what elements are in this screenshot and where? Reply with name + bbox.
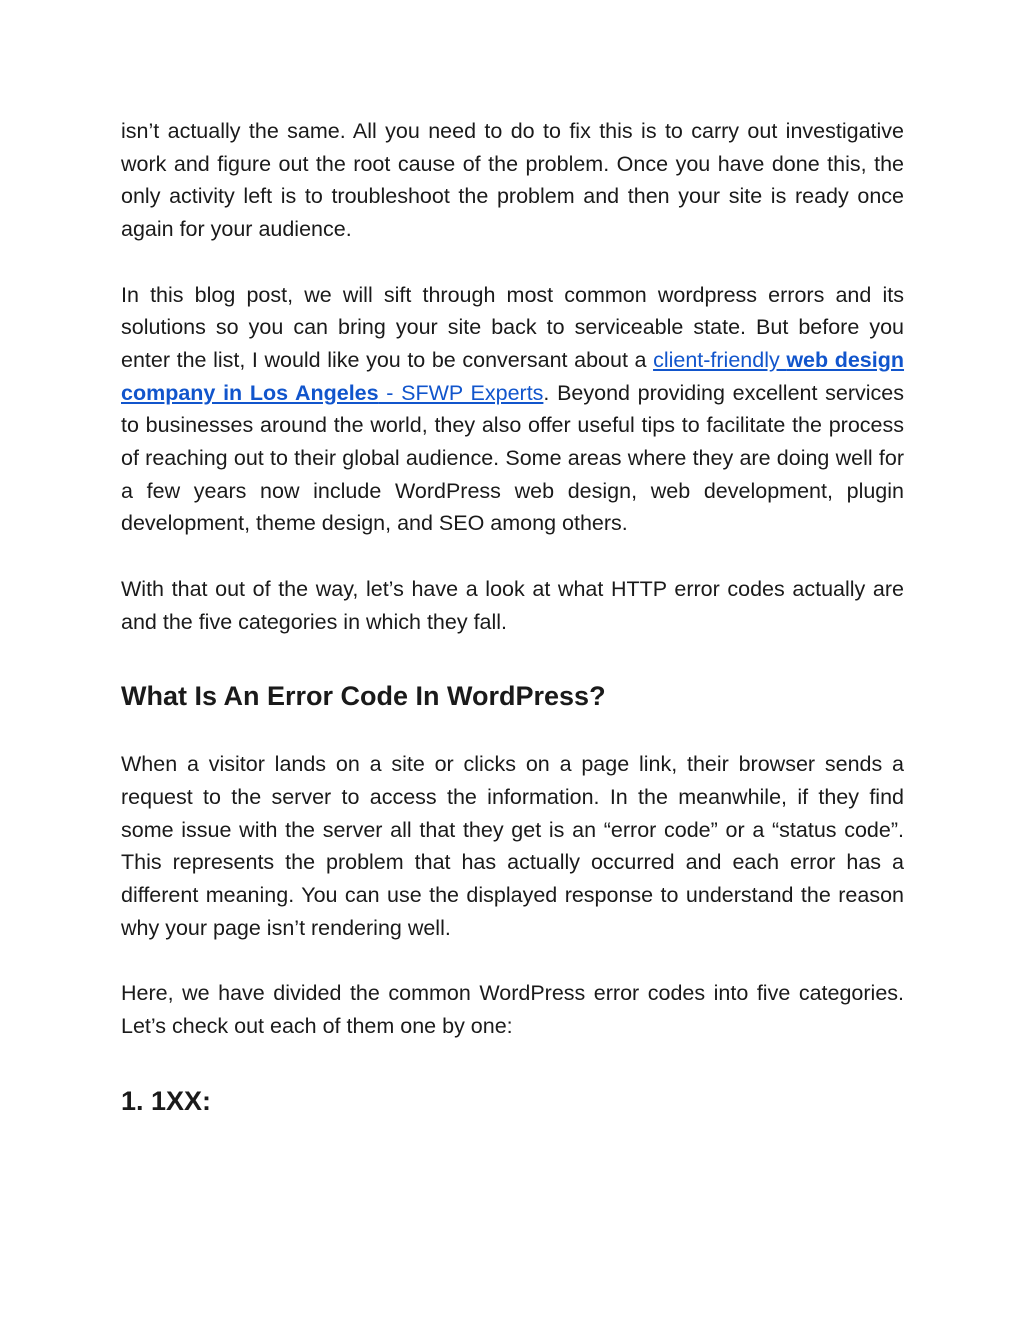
paragraph-text: . Beyond providing excellent services to businesses around the world, they also offer useful tips to facilitate the process of reaching out to their global audience. Some areas where they are doing well for a few years now include WordPress web design, web development, plugin development, theme design, and SEO among others. [121, 380, 904, 536]
document-page [121, 115, 904, 1117]
blog-intro-paragraph [121, 279, 904, 541]
client-friendly-link[interactable]: client-friendly [653, 347, 787, 372]
paragraph-text: In this blog post, we will sift through most common wordpress errors and its solutions so you can bring your site back to serviceable state. But before you enter the list, I would like you to be conversant about a [121, 282, 904, 372]
sfwp-experts-link[interactable]: - SFWP Experts [378, 380, 544, 405]
categories-paragraph: Here, we have divided the common WordPress error codes into five categories. Let’s check out each of them one by one: [121, 981, 904, 1038]
section-heading-error-code: What Is An Error Code In WordPress? [121, 681, 606, 712]
section-heading-1xx: 1. 1XX: [121, 1085, 212, 1116]
web-design-company-link[interactable]: web design company in Los Angeles [121, 347, 905, 405]
transition-paragraph: With that out of the way, let’s have a look at what HTTP error codes actually are and the five categories in which they fall. [121, 576, 904, 634]
intro-paragraph: isn’t actually the same. All you need to do to fix this is to carry out investigative work and figure out the root cause of the problem. Once you have done this, the only activity left is to troubleshoot the problem and then your site is ready once again for your audience. [121, 119, 904, 242]
error-code-paragraph: When a visitor lands on a site or clicks on a page link, their browser sends a request to the server to access the information. In the meanwhile, if they find some issue with the server all that they get is an “error code” or a “status code”. This represents the problem that has actually occurred and each error has a different meaning. You can use the displayed response to understand the reason why your page isn’t rendering well. [121, 752, 904, 940]
